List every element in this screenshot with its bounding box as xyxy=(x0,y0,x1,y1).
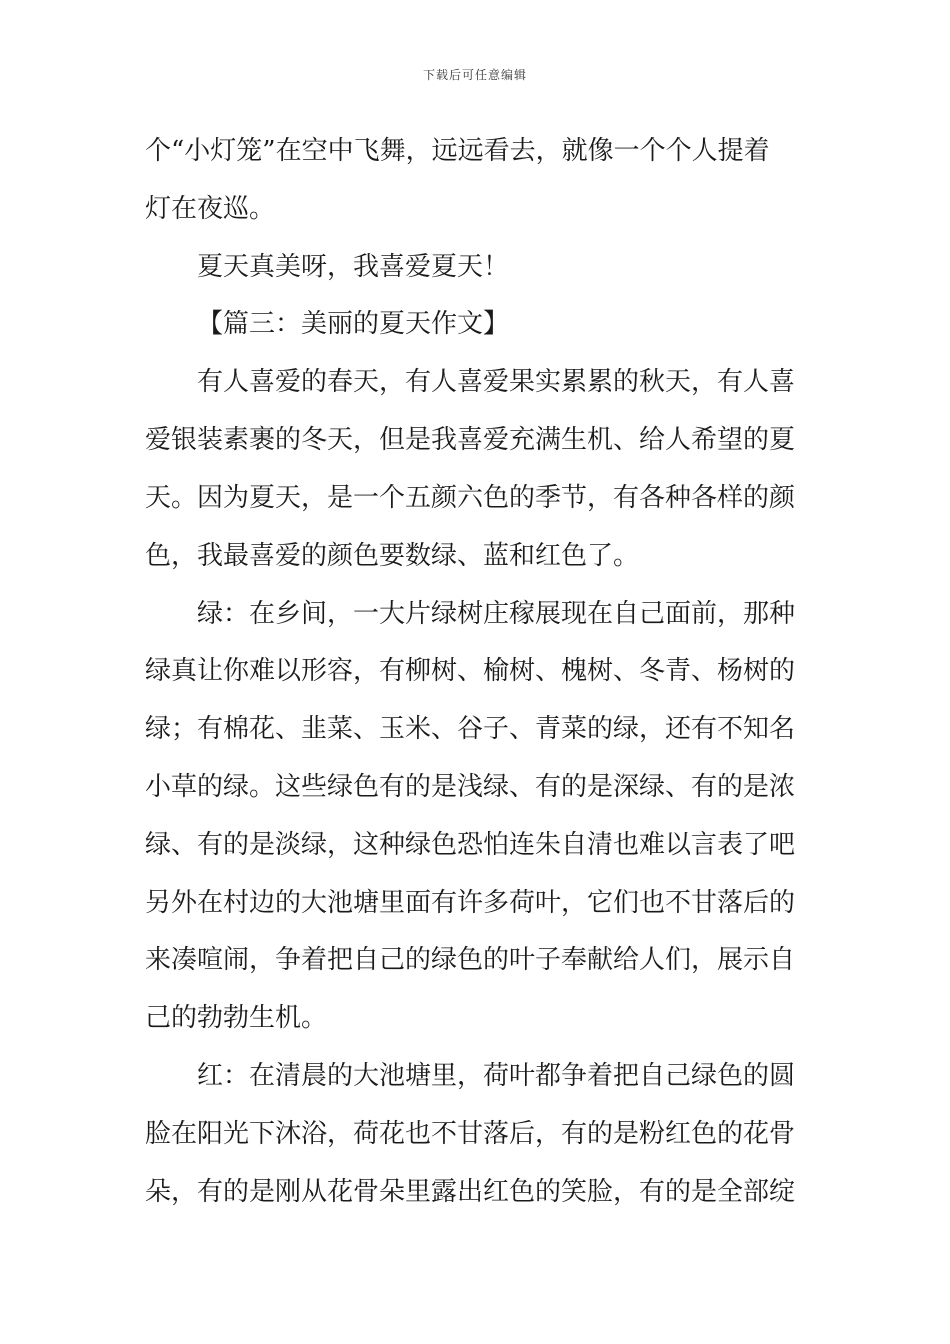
text-line: 灯在夜巡。 xyxy=(145,194,276,224)
paragraph-start: 红：在清晨的大池塘里，荷叶都争着把自己绿色的圆 xyxy=(197,1061,796,1091)
text-line: 另外在村边的大池塘里面有许多荷叶，它们也不甘落后的 xyxy=(145,888,796,918)
section-heading: 【篇三：美丽的夏天作文】 xyxy=(197,309,510,339)
text-line: 天。因为夏天，是一个五颜六色的季节，有各种各样的颜 xyxy=(145,483,796,513)
text-line: 己的勃勃生机。 xyxy=(145,1003,328,1033)
text-line: 绿真让你难以形容，有柳树、榆树、槐树、冬青、杨树的 xyxy=(145,656,796,686)
text-line: 色，我最喜爱的颜色要数绿、蓝和红色了。 xyxy=(145,541,640,571)
text-line: 来凑喧闹，争着把自己的绿色的叶子奉献给人们，展示自 xyxy=(145,945,796,975)
paragraph-start: 绿：在乡间，一大片绿树庄稼展现在自己面前，那种 xyxy=(197,599,796,629)
text-line: 朵，有的是刚从花骨朵里露出红色的笑脸，有的是全部绽 xyxy=(145,1177,796,1207)
text-line: 绿；有棉花、韭菜、玉米、谷子、青菜的绿，还有不知名 xyxy=(145,714,796,744)
paragraph-start: 夏天真美呀，我喜爱夏天！ xyxy=(197,252,510,282)
paragraph-start: 有人喜爱的春天，有人喜爱果实累累的秋天，有人喜 xyxy=(197,367,796,397)
text-line: 爱银装素裹的冬天，但是我喜爱充满生机、给人希望的夏 xyxy=(145,425,796,455)
page-header: 下载后可任意编辑 xyxy=(422,68,527,82)
text-line: 脸在阳光下沐浴，荷花也不甘落后，有的是粉红色的花骨 xyxy=(145,1119,796,1149)
text-line: 个“小灯笼”在空中飞舞，远远看去，就像一个个人提着 xyxy=(145,136,770,166)
text-line: 绿、有的是淡绿，这种绿色恐怕连朱自清也难以言表了吧 xyxy=(145,830,796,860)
text-line: 小草的绿。这些绿色有的是浅绿、有的是深绿、有的是浓 xyxy=(145,772,796,802)
